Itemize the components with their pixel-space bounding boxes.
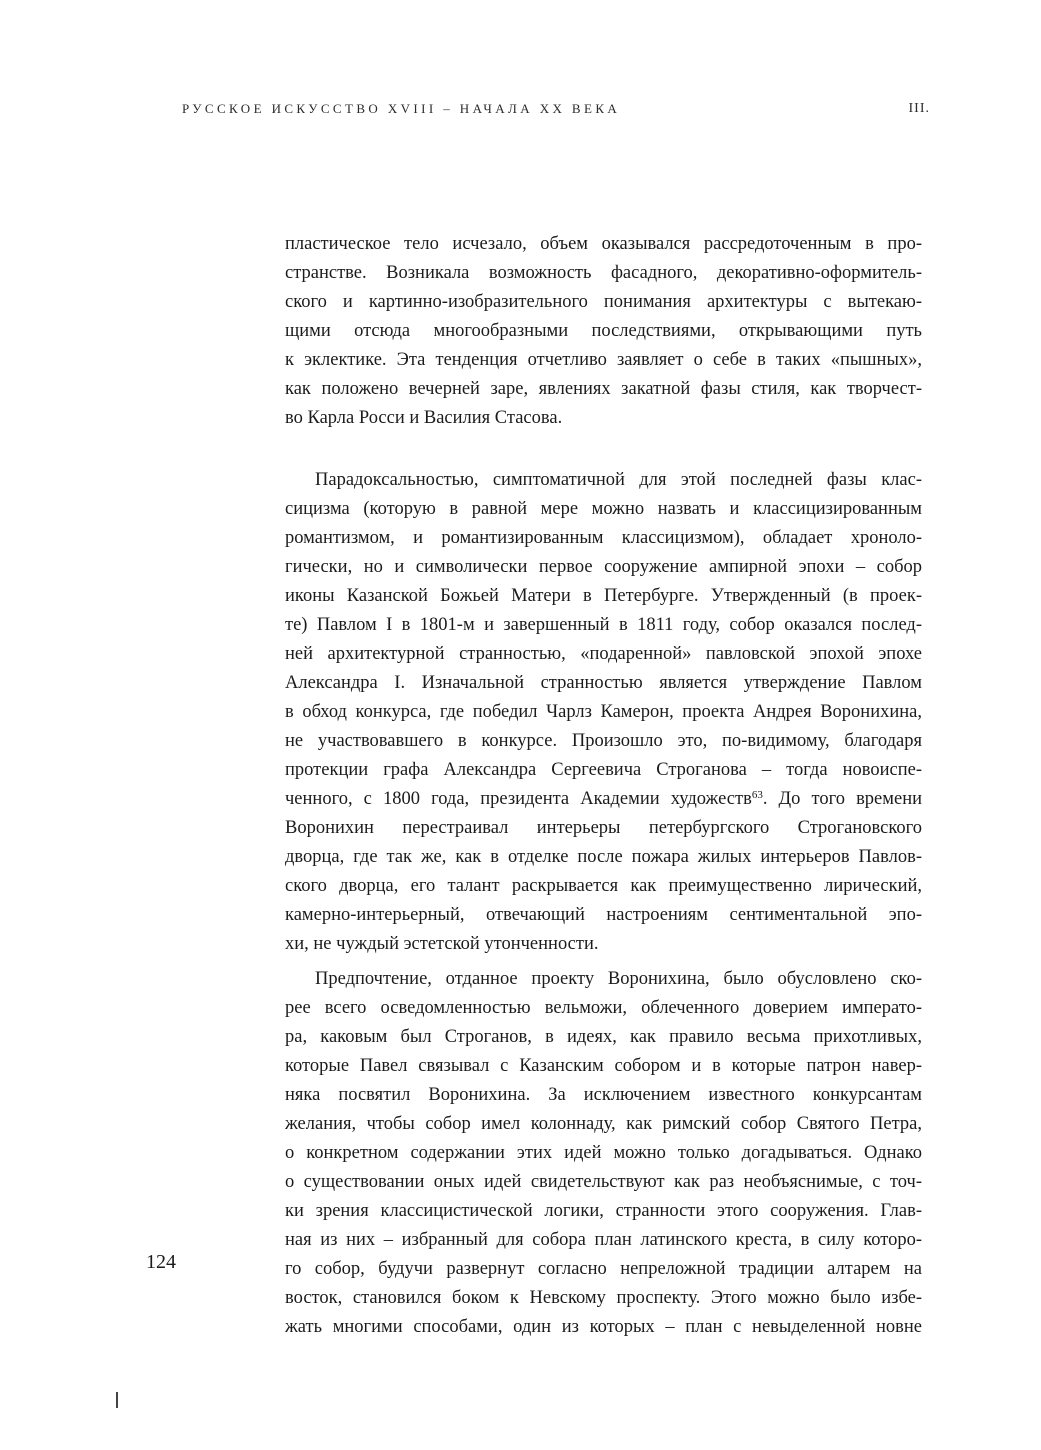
text-line: Парадоксальностью, симптоматичной для этой последней фазы клас- — [315, 470, 922, 490]
text-line: рее всего осведомленностью вельможи, облеченного доверием императо- — [285, 998, 922, 1018]
text-line: няка посвятил Воронихина. За исключением известного конкурсантам — [285, 1085, 922, 1105]
text-line: дворца, где так же, как в отделке после пожара жилых интерьеров Павлов- — [285, 847, 922, 867]
text-line: те) Павлом I в 1801-м и завершенный в 1811 году, собор оказался послед- — [285, 615, 922, 635]
page-number: 124 — [146, 1251, 176, 1273]
text-line: желания, чтобы собор имел колоннаду, как римский собор Святого Петра, — [285, 1114, 922, 1134]
section-number: III. — [908, 101, 930, 116]
text-line: ского и картинно-изобразительного понимания архитектуры с вытекаю- — [285, 292, 922, 312]
text-line: ней архитектурной странностью, «подаренной» павловской эпохой эпохе — [285, 644, 922, 664]
footnote-reference[interactable]: 63 — [751, 789, 763, 801]
text-line: ная из них – избранный для собора план латинского креста, в силу которо- — [285, 1230, 922, 1250]
text-line: Предпочтение, отданное проекту Воронихина, было обусловлено ско- — [315, 969, 922, 989]
text-line: странстве. Возникала возможность фасадного, декоративно-оформитель- — [285, 263, 922, 283]
paragraph-1 — [285, 230, 922, 433]
running-header: РУССКОЕ ИСКУССТВО XVIII – НАЧАЛА XX ВЕКА — [182, 101, 621, 116]
text-segment: . До того времени — [762, 789, 922, 809]
text-line: в обход конкурса, где победил Чарлз Камерон, проекта Андрея Воронихина, — [285, 702, 922, 722]
text-line: камерно-интерьерный, отвечающий настроениям сентиментальной эпо- — [285, 905, 922, 925]
text-line: ского дворца, его талант раскрывается как преимущественно лирический, — [285, 876, 922, 896]
paragraph-spacer — [285, 433, 922, 466]
text-line: ки зрения классицистической логики, странности этого сооружения. Глав- — [285, 1201, 922, 1221]
text-line: Воронихин перестраивал интерьеры петербургского Строгановского — [285, 818, 922, 838]
paragraph-2 — [285, 466, 922, 959]
text-line: хи, не чуждый эстетской утонченности. — [285, 934, 599, 954]
text-line: жать многими способами, один из которых – план с невыделенной новне — [285, 1317, 922, 1337]
text-line: сицизма (которую в равной мере можно назвать и классицизированным — [285, 499, 922, 519]
text-line-with-footnote — [285, 785, 922, 814]
paragraph-3 — [285, 965, 922, 1342]
text-line: как положено вечерней заре, явлениях закатной фазы стиля, как творчест- — [285, 379, 922, 399]
text-line: во Карла Росси и Василия Стасова. — [285, 408, 563, 428]
text-line: гически, но и символически первое сооружение ампирной эпохи – собор — [285, 557, 922, 577]
text-line: к эклектике. Эта тенденция отчетливо заявляет о себе в таких «пышных», — [285, 350, 922, 370]
scan-mark — [116, 1392, 118, 1408]
text-line: ра, каковым был Строганов, в идеях, как правило весьма прихотливых, — [285, 1027, 922, 1047]
text-line: Александра I. Изначальной странностью является утверждение Павлом — [285, 673, 922, 693]
text-line: не участвовавшего в конкурсе. Произошло это, по-видимому, благодаря — [285, 731, 922, 751]
text-line: протекции графа Александра Сергеевича Строганова – тогда новоиспе- — [285, 760, 922, 780]
text-line: восток, становился боком к Невскому проспекту. Этого можно было избе- — [285, 1288, 922, 1308]
text-line: го собор, будучи развернут согласно непреложной традиции алтарем на — [285, 1259, 922, 1279]
text-line: щими отсюда многообразными последствиями, открывающими путь — [285, 321, 922, 341]
text-segment: ченного, с 1800 года, президента Академии художеств — [285, 789, 752, 809]
text-line: иконы Казанской Божьей Матери в Петербурге. Утвержденный (в проек- — [285, 586, 922, 606]
text-line: пластическое тело исчезало, объем оказывался рассредоточенным в про- — [285, 234, 922, 254]
text-line: которые Павел связывал с Казанским собором и в которые патрон навер- — [285, 1056, 922, 1076]
text-line: о существовании оных идей свидетельствуют как раз необъяснимые, с точ- — [285, 1172, 922, 1192]
body-text — [285, 230, 922, 1342]
text-line: о конкретном содержании этих идей можно только догадываться. Однако — [285, 1143, 922, 1163]
text-line: романтизмом, и романтизированным классицизмом), обладает хроноло- — [285, 528, 922, 548]
